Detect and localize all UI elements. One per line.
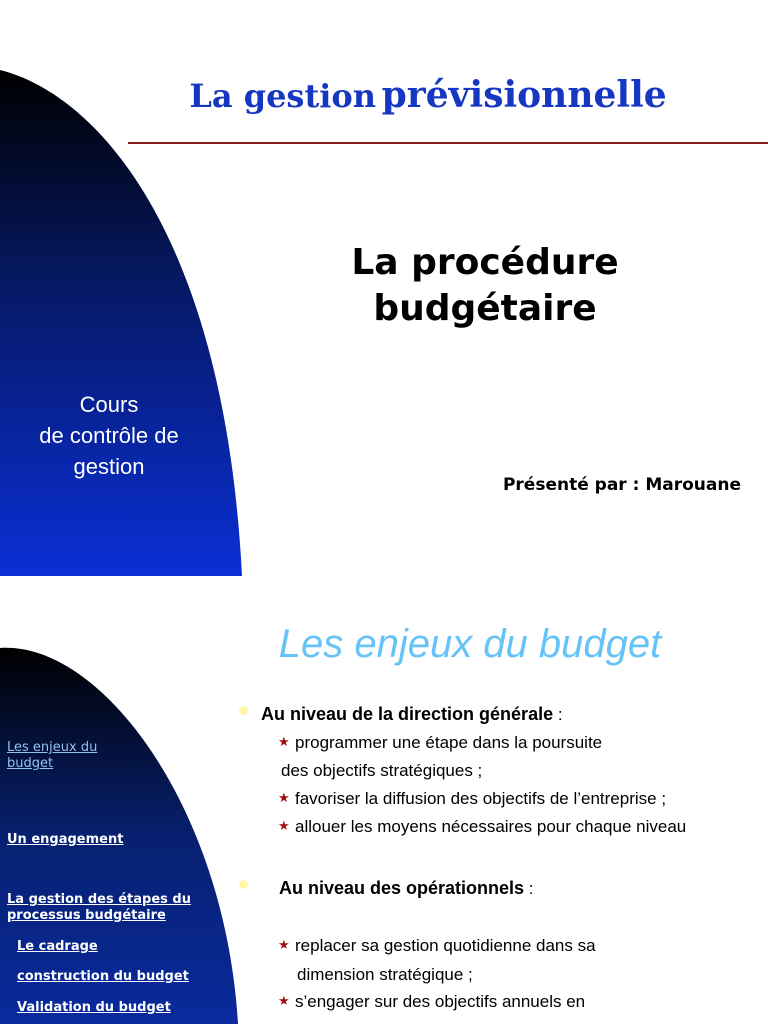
section-2-heading-suffix: : [524,879,534,898]
heading-line-2: budgétaire [373,288,597,329]
nav-link-label: Validation du budget [17,1000,171,1015]
nav-link-label: construction du budget [17,969,189,984]
list-item-continuation: dimension stratégique ; [297,965,473,984]
course-line-2: de contrôle de [39,423,179,448]
nav-link-label: budget [7,756,54,771]
list-item-continuation: des objectifs stratégiques ; [281,761,483,780]
section-2-heading [279,878,534,899]
nav-link-label: La gestion des étapes du [7,892,191,907]
bullet-dot-icon [239,880,248,889]
list-item: favoriser la diffusion des objectifs de l’entreprise ; [295,789,667,808]
star-bullet-icon: ★ [278,791,290,806]
nav-link-cadrage[interactable] [17,939,98,955]
nav-link-label: Les enjeux du [7,740,98,755]
section-1-heading-suffix: : [553,705,563,724]
list-item: replacer sa gestion quotidienne dans sa [295,936,596,955]
heading-line-1: La procédure [351,242,619,283]
list-item: programmer une étape dans la poursuite [295,733,603,752]
nav-link-label: Le cadrage [17,939,98,954]
list-item: allouer les moyens nécessaires pour chaque niveau [295,817,687,836]
course-line-1: Cours [79,392,139,417]
star-bullet-icon: ★ [278,994,290,1009]
presenter-label: Présenté par : Marouane [502,475,741,495]
section-2-heading-text: Au niveau des opérationnels [279,878,525,898]
nav-link-validation[interactable] [17,1000,171,1016]
nav-link-gestion-etapes[interactable] [7,892,191,924]
course-line-3: gestion [73,454,145,479]
title-part-2: prévisionnelle [381,74,667,116]
title-divider [128,142,768,144]
page-title [128,74,728,116]
star-bullet-icon: ★ [278,819,290,834]
star-bullet-icon: ★ [278,735,290,750]
nav-link-engagement[interactable] [7,832,123,848]
title-part-1: La gestion [189,77,376,115]
slide-title: Les enjeux du budget [278,622,662,666]
arch-background [0,576,250,1024]
list-item: s’engager sur des objectifs annuels en [295,992,586,1011]
course-label [0,389,218,482]
nav-link-enjeux[interactable] [7,740,97,772]
nav-link-construction[interactable] [17,969,189,985]
section-1-heading [261,704,563,725]
slide-2 [0,576,768,1024]
nav-link-label: Un engagement [7,832,124,847]
slide-heading [280,240,690,332]
bullet-dot-icon [239,706,248,715]
nav-link-label: processus budgétaire [7,908,166,923]
star-bullet-icon: ★ [278,938,290,953]
section-1-heading-text: Au niveau de la direction générale [261,704,554,724]
